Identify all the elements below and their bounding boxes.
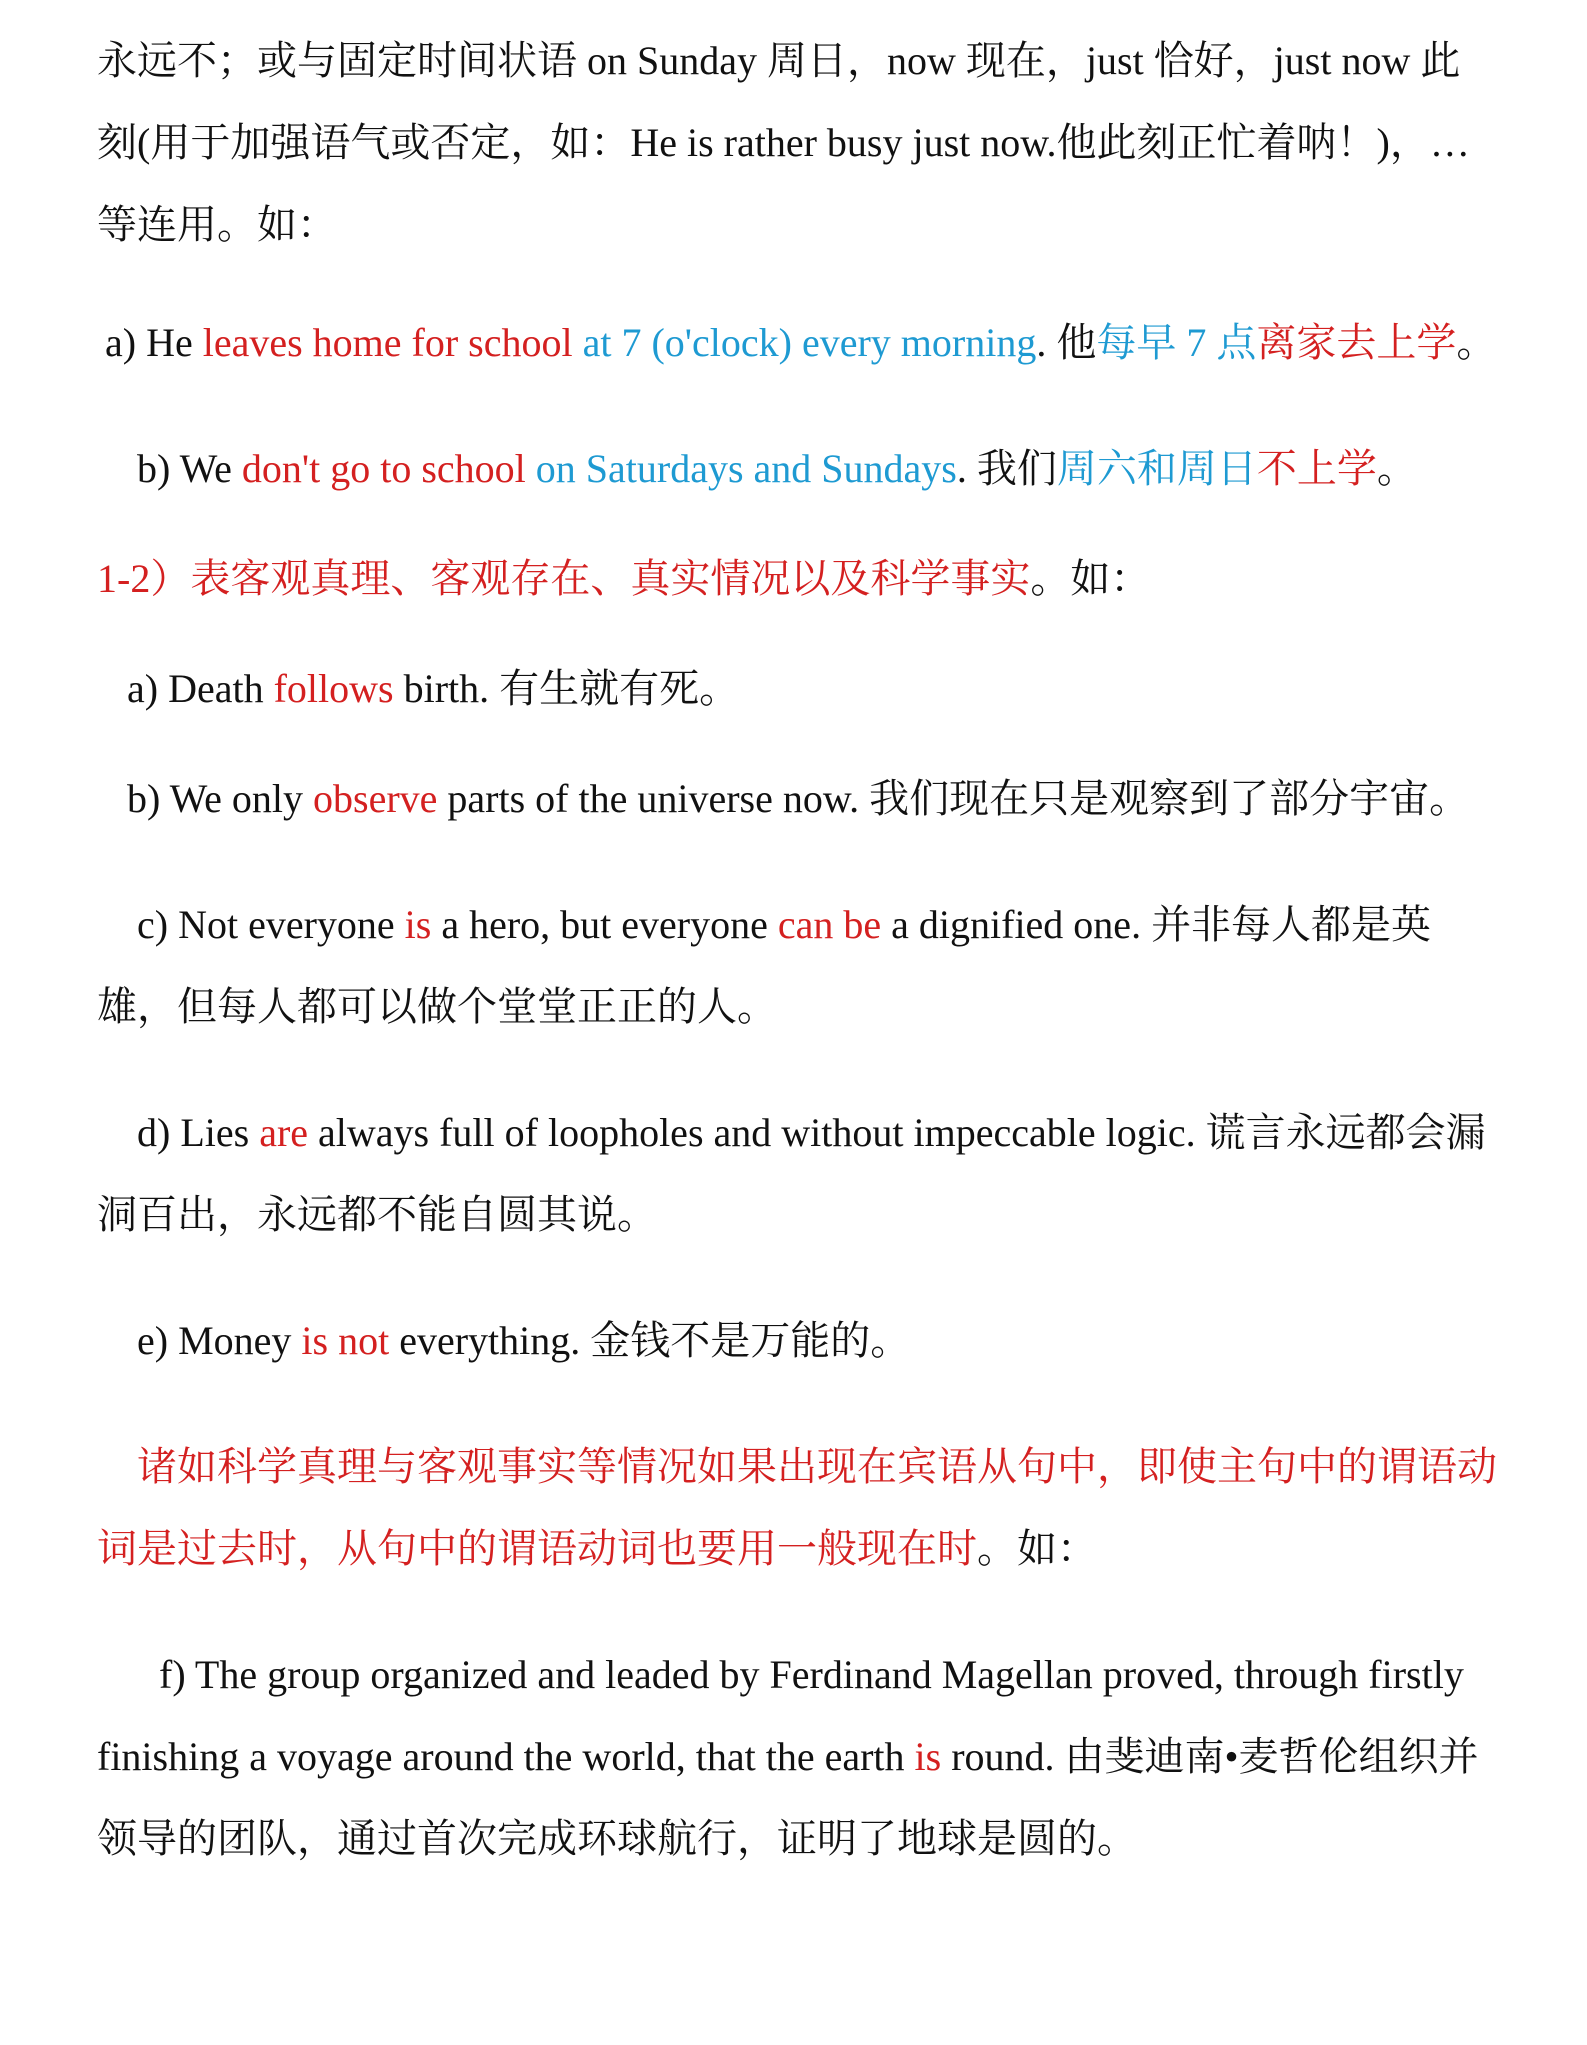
text-segment: 。如： <box>1030 556 1151 601</box>
text-segment: 。 <box>1376 446 1417 491</box>
text-segment: 每早 7 点 <box>1096 320 1257 365</box>
paragraph-intro <box>97 20 1497 266</box>
text-segment: b) We only <box>127 776 314 821</box>
paragraph-ex-1b <box>97 428 1497 510</box>
text-segment: 。 <box>1456 320 1497 365</box>
text-segment: are <box>259 1110 309 1155</box>
text-segment: 永远不；或与固定时间状语 on Sunday 周日，now 现在，just 恰好，just now 此刻(用于加强语气或否定，如：He is rather busy just now.他此刻正忙着呐！)，…等连用。如： <box>97 38 1470 247</box>
text-segment: don't go to school <box>241 446 526 491</box>
text-segment: 不上学 <box>1256 446 1377 491</box>
paragraph-ex-2a <box>97 648 1497 730</box>
document-page <box>97 20 1497 1880</box>
text-segment: at 7 (o'clock) every morning <box>582 320 1037 365</box>
text-segment: c) Not everyone <box>137 902 405 947</box>
paragraph-ex-2e <box>97 1300 1497 1382</box>
text-segment: parts of the universe now. 我们现在只是观察到了部分宇宙。 <box>437 776 1470 821</box>
text-segment: . 我们 <box>956 446 1057 491</box>
text-segment: observe <box>313 776 438 821</box>
text-segment: is not <box>301 1318 390 1363</box>
paragraph-ex-2b <box>97 758 1497 840</box>
text-segment: birth. 有生就有死。 <box>393 666 740 711</box>
text-segment: f) The group organized and leaded by Ferdinand Magellan proved, through firstly finishing a voyage around the world, that the earth <box>97 1652 1464 1779</box>
text-segment: is <box>914 1734 942 1779</box>
paragraph-ex-2f <box>97 1634 1497 1880</box>
text-segment: everything. 金钱不是万能的。 <box>389 1318 911 1363</box>
text-segment: 周六和周日 <box>1056 446 1257 491</box>
text-segment <box>573 320 583 365</box>
text-segment: 诸如科学真理与客观事实等情况如果出现在宾语从句中，即使主句中的谓语动词是过去时，从句中的谓语动词也要用一般现在时 <box>97 1444 1497 1571</box>
paragraph-note <box>97 1426 1497 1590</box>
text-segment: 离家去上学 <box>1256 320 1457 365</box>
paragraph-heading-1-2 <box>97 538 1497 620</box>
text-segment: round. 由斐迪南•麦哲伦组织并领导的团队，通过首次完成环球航行，证明了地球是圆的。 <box>97 1734 1479 1861</box>
text-segment <box>526 446 536 491</box>
text-segment: 1-2）表客观真理、客观存在、真实情况以及科学事实 <box>97 556 1031 601</box>
text-segment: a) He <box>105 320 203 365</box>
text-segment: b) We <box>137 446 242 491</box>
text-segment: always full of loopholes and without impeccable logic. 谎言永远都会漏洞百出，永远都不能自圆其说。 <box>97 1110 1486 1237</box>
text-segment: e) Money <box>137 1318 302 1363</box>
text-segment: d) Lies <box>137 1110 260 1155</box>
text-segment: leaves home for school <box>202 320 573 365</box>
text-segment: can be <box>777 902 882 947</box>
text-segment: a) Death <box>127 666 274 711</box>
paragraph-ex-1a <box>97 302 1497 384</box>
text-segment: follows <box>273 666 394 711</box>
text-segment: 。如： <box>977 1526 1097 1571</box>
text-segment: . 他 <box>1036 320 1097 365</box>
text-segment: on Saturdays and Sundays <box>535 446 957 491</box>
text-segment: is <box>404 902 432 947</box>
text-segment: a dignified one. 并非每人都是英雄，但每人都可以做个堂堂正正的人。 <box>97 902 1432 1029</box>
paragraph-ex-2c <box>97 884 1497 1048</box>
paragraph-ex-2d <box>97 1092 1497 1256</box>
text-segment: a hero, but everyone <box>431 902 778 947</box>
